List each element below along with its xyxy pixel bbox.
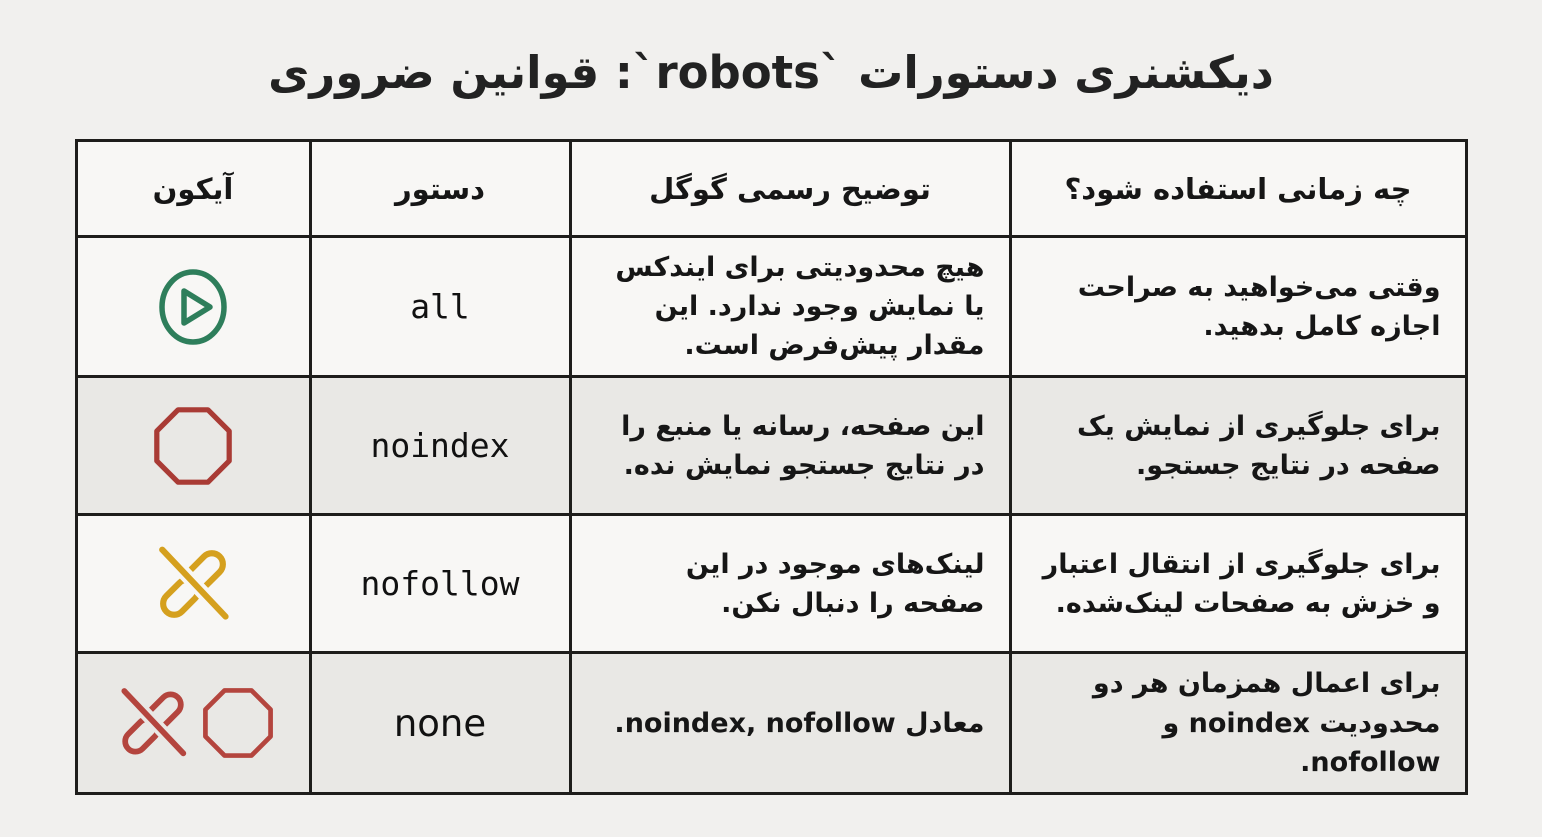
- icon-cell: [76, 653, 310, 793]
- explanation-cell: معادل noindex, nofollow.: [570, 653, 1010, 793]
- directive-cell: all: [310, 237, 570, 377]
- directive-cell: nofollow: [310, 515, 570, 653]
- play-circle-icon: [157, 267, 229, 347]
- table-row-all: [76, 237, 1466, 377]
- stop-octagon-icon: [202, 686, 274, 760]
- icon-cell: [76, 237, 310, 377]
- directive-cell: none: [310, 653, 570, 793]
- explanation-cell: هیچ محدودیتی برای ایندکس یا نمایش وجود ندارد. این مقدار پیش‌فرض است.: [570, 237, 1010, 377]
- explanation-cell: لینک‌های موجود در این صفحه را دنبال نکن.: [570, 515, 1010, 653]
- column-header-icon: آیکون: [76, 141, 310, 237]
- robots-directives-table: [75, 139, 1468, 795]
- when-cell: برای جلوگیری از انتقال اعتبار و خزش به صفحات لینک‌شده.: [1010, 515, 1466, 653]
- column-header-explanation: توضیح رسمی گوگل: [570, 141, 1010, 237]
- stop-octagon-icon: [153, 405, 233, 487]
- column-header-when: چه زمانی استفاده شود؟: [1010, 141, 1466, 237]
- stop-octagon-plus-link-off-icon: [112, 682, 274, 764]
- table-header-row: [76, 141, 1466, 237]
- when-cell: برای اعمال همزمان هر دو محدودیت noindex و nofollow.: [1010, 653, 1466, 793]
- table-row-noindex: [76, 377, 1466, 515]
- link-off-icon: [112, 682, 194, 764]
- when-cell: برای جلوگیری از نمایش یک صفحه در نتایج جستجو.: [1010, 377, 1466, 515]
- icon-cell: [76, 515, 310, 653]
- icon-cell: [76, 377, 310, 515]
- explanation-cell: این صفحه، رسانه یا منبع را در نتایج جستجو نمایش نده.: [570, 377, 1010, 515]
- link-off-icon: [149, 540, 237, 628]
- page-title: دیکشنری دستورات `robots`: قوانین ضروری: [268, 46, 1274, 99]
- directive-cell: noindex: [310, 377, 570, 515]
- table-row-none: [76, 653, 1466, 793]
- when-cell: وقتی می‌خواهید به صراحت اجازه کامل بدهید.: [1010, 237, 1466, 377]
- column-header-directive: دستور: [310, 141, 570, 237]
- table-row-nofollow: [76, 515, 1466, 653]
